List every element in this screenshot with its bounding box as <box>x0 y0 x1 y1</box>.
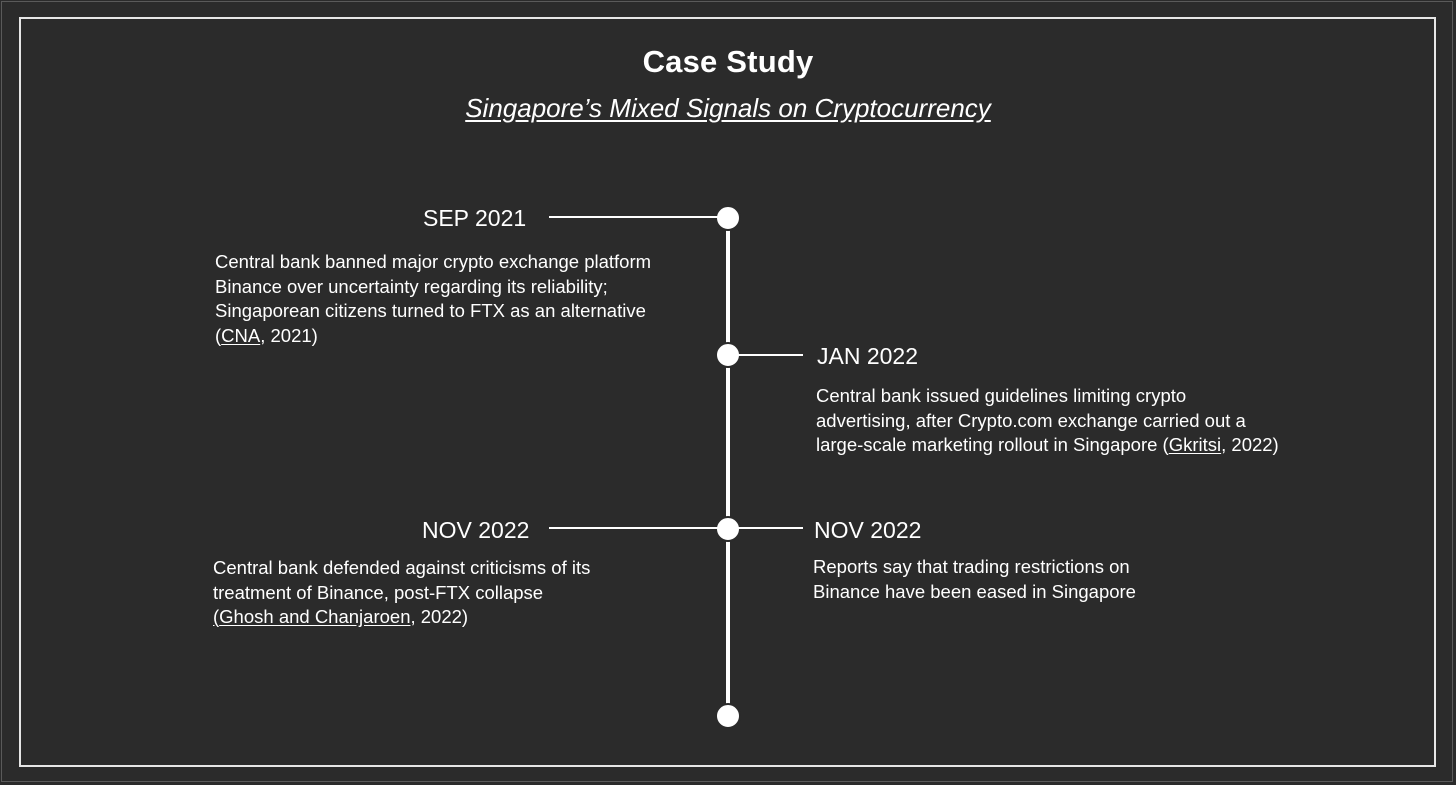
citation-prefix: large-scale marketing rollout in Singapore ( <box>816 434 1169 455</box>
description-line: Central bank issued guidelines limiting crypto <box>816 385 1187 406</box>
event-date-jan-2022: JAN 2022 <box>817 343 919 369</box>
citation-line <box>215 324 651 349</box>
connector-nov-2022-right <box>738 527 803 529</box>
citation-link-text: Ghosh and Chanjaroen <box>219 606 411 627</box>
timeline-node-end <box>715 703 741 729</box>
connector-jan-2022 <box>738 354 803 356</box>
citation-line <box>816 433 1279 458</box>
description-line: Central bank defended against criticisms of its <box>213 557 591 578</box>
event-description-nov-2022-right <box>813 555 1136 604</box>
event-description-jan-2022 <box>816 384 1279 458</box>
citation-link-gkritsi[interactable]: Gkritsi <box>1168 434 1222 455</box>
event-date-nov-2022-right: NOV 2022 <box>814 517 922 543</box>
event-description-nov-2022-left <box>213 556 590 630</box>
citation-prefix: ( <box>215 324 222 346</box>
citation-prefix: ( <box>213 606 220 627</box>
connector-sep-2021 <box>549 216 719 218</box>
citation-suffix: , 2022) <box>1221 434 1279 455</box>
citation-line <box>213 605 590 630</box>
description-line: Singaporean citizens turned to FTX as an alternative <box>215 300 646 321</box>
event-date-sep-2021: SEP 2021 <box>423 205 527 231</box>
description-line: advertising, after Crypto.com exchange carried out a <box>816 409 1246 431</box>
citation-suffix: , 2022) <box>410 606 469 627</box>
citation-suffix: , 2021) <box>260 324 318 346</box>
page-title: Case Study <box>642 44 814 79</box>
description-line: Binance over uncertainty regarding its reliability; <box>215 275 608 297</box>
citation-link-cna[interactable]: CNA <box>221 324 261 346</box>
timeline-node-nov-2022 <box>715 516 741 542</box>
description-line: Binance have been eased in Singapore <box>813 580 1136 602</box>
description-line: Central bank banned major crypto exchange platform <box>215 251 652 272</box>
description-line: Reports say that trading restrictions on <box>813 556 1130 577</box>
citation-link-ghosh-chanjaroen[interactable] <box>213 606 410 627</box>
page-subtitle: Singapore’s Mixed Signals on Cryptocurrency <box>465 93 991 123</box>
event-date-nov-2022-left: NOV 2022 <box>422 517 530 543</box>
event-description-sep-2021 <box>215 250 651 348</box>
timeline-node-sep-2021 <box>715 205 741 231</box>
connector-nov-2022-left <box>549 527 719 529</box>
timeline-line <box>726 217 730 715</box>
description-line: treatment of Binance, post-FTX collapse <box>213 581 544 603</box>
